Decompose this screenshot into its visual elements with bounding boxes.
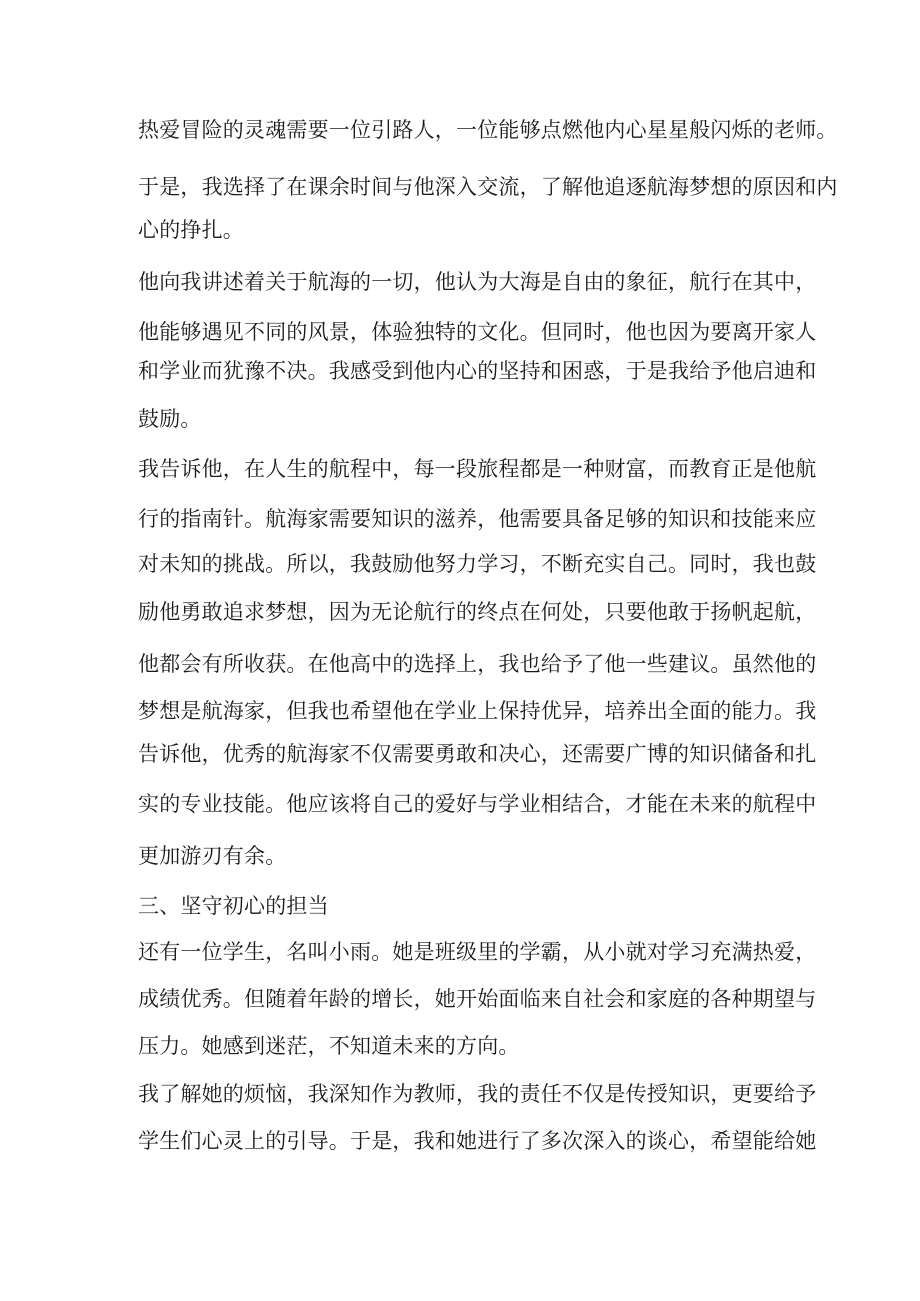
text-line-4: 他向我讲述着关于航海的一切，他认为大海是自由的象征，航行在其中， xyxy=(138,270,817,294)
text-line-8: 我告诉他，在人生的航程中，每一段旅程都是一种财富，而教育正是他航 xyxy=(138,457,817,481)
text-line-19: 成绩优秀。但随着年龄的增长，她开始面临来自社会和家庭的各种期望与 xyxy=(138,987,817,1011)
text-line-7: 鼓励。 xyxy=(138,407,202,431)
text-line-16: 更加游刃有余。 xyxy=(138,844,287,868)
text-line-10: 对未知的挑战。所以，我鼓励他努力学习，不断充实自己。同时，我也鼓 xyxy=(138,552,817,576)
text-line-2: 于是，我选择了在课余时间与他深入交流，了解他追逐航海梦想的原因和内 xyxy=(138,175,838,199)
text-line-21: 我了解她的烦恼，我深知作为教师，我的责任不仅是传授知识，更要给予 xyxy=(138,1082,817,1106)
text-line-20: 压力。她感到迷茫，不知道未来的方向。 xyxy=(138,1034,520,1058)
text-line-15: 实的专业技能。他应该将自己的爱好与学业相结合，才能在未来的航程中 xyxy=(138,792,817,816)
text-line-18: 还有一位学生，名叫小雨。她是班级里的学霸，从小就对学习充满热爱， xyxy=(138,940,817,964)
text-line-3: 心的挣扎。 xyxy=(138,218,244,242)
text-line-13: 梦想是航海家，但我也希望他在学业上保持优异，培养出全面的能力。我 xyxy=(138,699,817,723)
text-line-5: 他能够遇见不同的风景，体验独特的文化。但同时，他也因为要离开家人 xyxy=(138,320,817,344)
text-line-12: 他都会有所收获。在他高中的选择上，我也给予了他一些建议。虽然他的 xyxy=(138,652,817,676)
section-heading: 三、坚守初心的担当 xyxy=(138,894,329,918)
text-line-1: 热爱冒险的灵魂需要一位引路人，一位能够点燃他内心星星般闪烁的老师。 xyxy=(138,118,838,142)
text-line-11: 励他勇敢追求梦想，因为无论航行的终点在何处，只要他敢于扬帆起航， xyxy=(138,600,817,624)
text-line-6: 和学业而犹豫不决。我感受到他内心的坚持和困惑，于是我给予他启迪和 xyxy=(138,359,817,383)
text-line-9: 行的指南针。航海家需要知识的滋养，他需要具备足够的知识和技能来应 xyxy=(138,507,817,531)
text-line-14: 告诉他，优秀的航海家不仅需要勇敢和决心，还需要广博的知识储备和扎 xyxy=(138,742,817,766)
text-line-22: 学生们心灵上的引导。于是，我和她进行了多次深入的谈心，希望能给她 xyxy=(138,1129,817,1153)
